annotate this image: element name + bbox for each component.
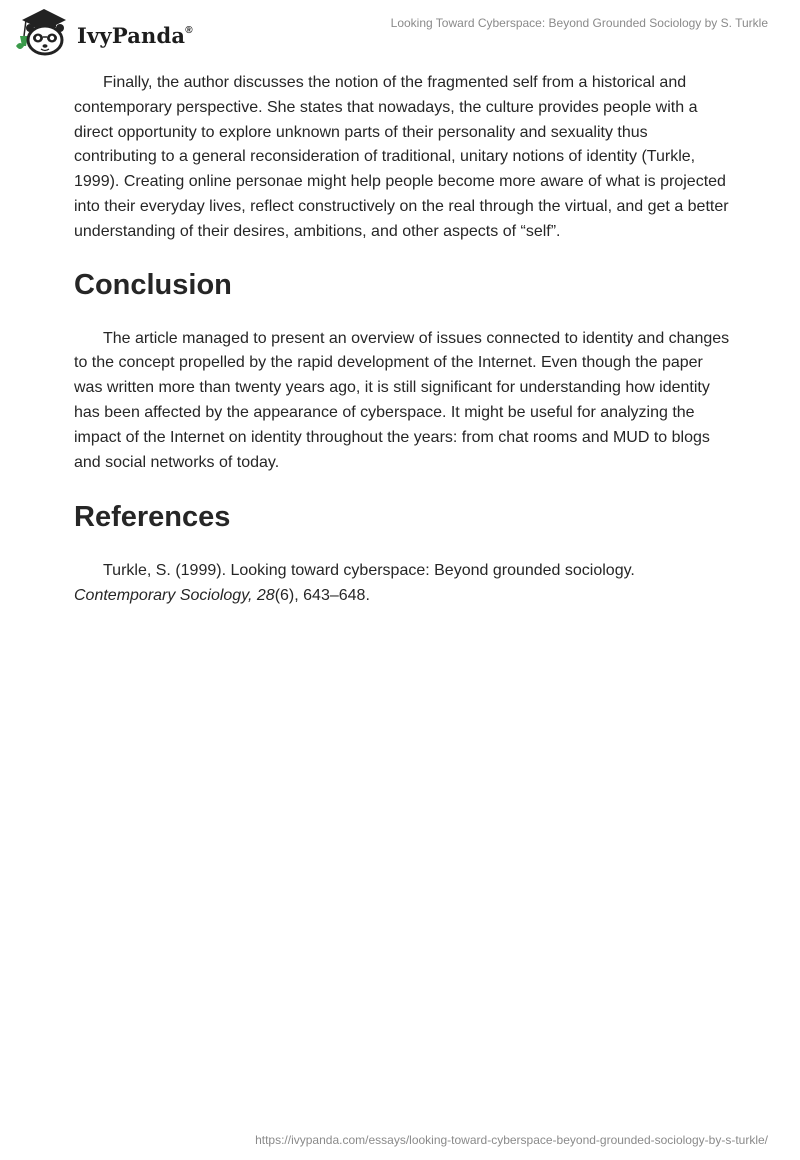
- source-url-link[interactable]: https://ivypanda.com/essays/looking-toward-cyberspace-beyond-grounded-sociology-by-s-turkle/: [255, 1133, 768, 1147]
- panda-graduate-logo-icon: [14, 6, 74, 58]
- body-paragraph-conclusion: The article managed to present an overview of issues connected to identity and changes to the concept propelled by the rapid development of the Internet. Even though the paper was written more than twenty years ago, it is still significant for understanding how identity has been affected by the appearance of cyberspace. It might be useful for analyzing the impact of the Internet on identity throughout the years: from chat rooms and MUD to blogs and social networks of today.: [74, 329, 730, 471]
- body-paragraph-fragmented-self: Finally, the author discusses the notion of the fragmented self from a historical and contemporary perspective. She states that nowadays, the culture provides people with a direct opportunity to explore unknown parts of their personality and sexuality thus contributing to a general reconsideration of traditional, unitary notions of identity (Turkle, 1999). Creating online personae might help people become more aware of what is projected into their everyday lives, reflect constructively on the real through the virtual, and get a better understanding of their desires, ambitions, and other aspects of “self”.: [74, 74, 729, 240]
- reference-entry: [74, 559, 734, 609]
- ivypanda-logo[interactable]: [14, 6, 204, 58]
- reference-journal: Contemporary Sociology, 28: [74, 587, 275, 605]
- conclusion-heading: Conclusion: [74, 268, 232, 301]
- references-heading: References: [74, 501, 231, 534]
- document-body: [74, 71, 734, 609]
- reference-authors-title: Turkle, S. (1999). Looking toward cyberspace: Beyond grounded sociology.: [103, 562, 635, 580]
- brand-name: [77, 23, 193, 48]
- reference-issue-pages: (6), 643–648.: [274, 587, 370, 605]
- registered-mark: ®: [185, 25, 193, 36]
- page-header: [0, 0, 800, 70]
- brand-text: IvyPanda: [77, 23, 186, 48]
- running-title: Looking Toward Cyberspace: Beyond Grounded Sociology by S. Turkle: [390, 16, 768, 30]
